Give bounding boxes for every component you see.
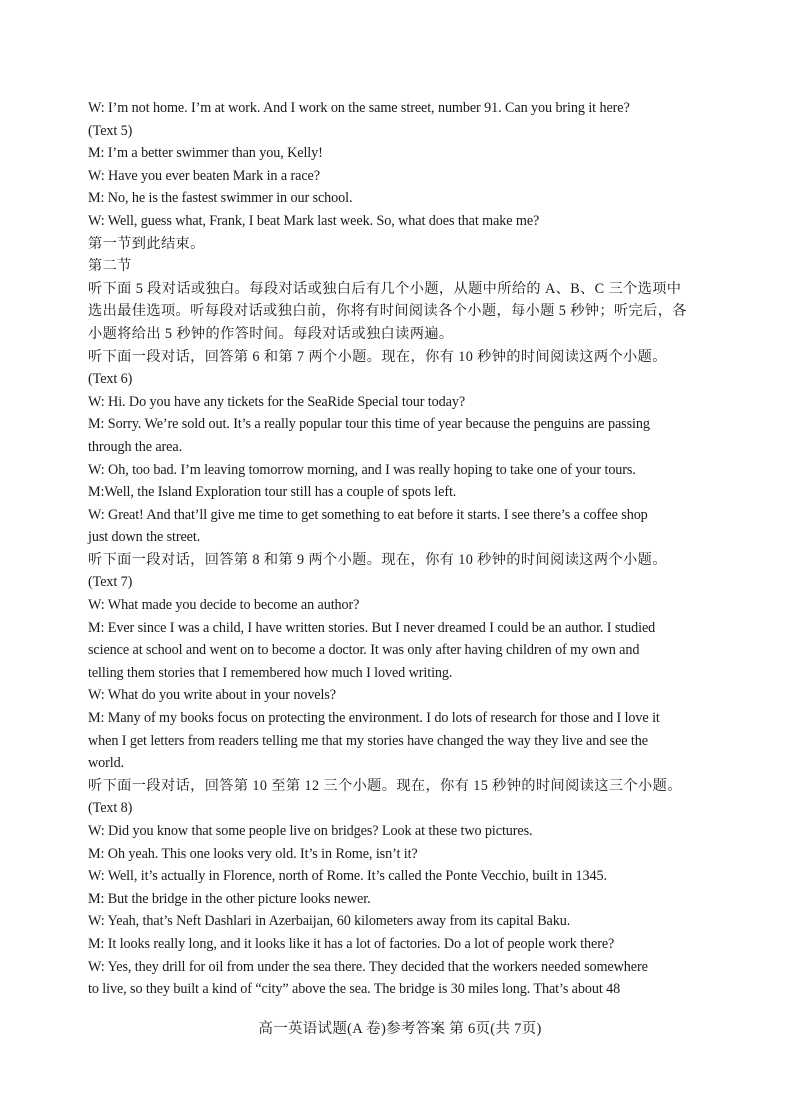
text-line: M: Many of my books focus on protecting the environment. I do lots of research for those and I love it [88, 710, 660, 727]
text-line: W: Well, it’s actually in Florence, north of Rome. It’s called the Ponte Vecchio, built in 1345. [88, 868, 607, 885]
text-line: M: Sorry. We’re sold out. It’s a really popular tour this time of year because the penguins are passing [88, 416, 650, 433]
text-line: science at school and went on to become a doctor. It was only after having children of my own and [88, 642, 640, 659]
instruction-line: 听下面一段对话，回答第 10 至第 12 三个小题。现在，你有 15 秒钟的时间阅读这三个小题。 [88, 777, 682, 794]
instruction-line: 第一节到此结束。 [88, 235, 205, 252]
text-line: telling them stories that I remembered how much I loved writing. [88, 664, 453, 681]
text-line: M: Oh yeah. This one looks very old. It’s in Rome, isn’t it? [88, 845, 418, 862]
section-label: (Text 8) [88, 800, 133, 817]
instruction-line: 听下面一段对话，回答第 8 和第 9 两个小题。现在，你有 10 秒钟的时间阅读这两个小题。 [88, 551, 667, 568]
text-line: M: It looks really long, and it looks like it has a lot of factories. Do a lot of people work there? [88, 935, 615, 952]
instruction-line: 听下面 5 段对话或独白。每段对话或独白后有几个小题，从题中所给的 A、B、C 三个选项中 [88, 280, 682, 297]
text-line: W: Did you know that some people live on bridges? Look at these two pictures. [88, 823, 533, 839]
text-line: W: Great! And that’ll give me time to get something to eat before it starts. I see there’s a coffee shop [88, 506, 648, 523]
text-line: M: No, he is the fastest swimmer in our school. [88, 190, 353, 207]
text-line: W: Yes, they drill for oil from under the sea there. They decided that the workers needed somewhere [88, 958, 648, 975]
text-line: M: But the bridge in the other picture looks newer. [88, 890, 371, 907]
text-line: world. [88, 755, 125, 772]
instruction-line: 小题将给出 5 秒钟的作答时间。每段对话或独白读两遍。 [88, 325, 454, 342]
text-line: when I get letters from readers telling me that my stories have changed the way they live and see the [88, 732, 648, 749]
text-line: M: I’m a better swimmer than you, Kelly! [88, 145, 323, 162]
section-label: (Text 6) [88, 371, 133, 388]
text-line: W: Oh, too bad. I’m leaving tomorrow morning, and I was really hoping to take one of your tours. [88, 461, 636, 478]
text-line: M:Well, the Island Exploration tour still has a couple of spots left. [88, 484, 457, 501]
text-line: W: What do you write about in your novels? [88, 687, 336, 704]
text-line: W: Have you ever beaten Mark in a race? [88, 167, 320, 184]
text-line: to live, so they built a kind of “city” above the sea. The bridge is 30 miles long. That’s about 48 [88, 981, 621, 998]
text-line: W: Hi. Do you have any tickets for the SeaRide Special tour today? [88, 393, 466, 410]
section-label: (Text 5) [88, 122, 133, 139]
text-line: W: I’m not home. I’m at work. And I work on the same street, number 91. Can you bring it here? [88, 100, 630, 116]
page-footer: 高一英语试题(A 卷)参考答案 第 6页(共 7页) [258, 1021, 542, 1037]
text-line: W: Yeah, that’s Neft Dashlari in Azerbaijan, 60 kilometers away from its capital Baku. [88, 913, 571, 930]
page-body [88, 97, 718, 1001]
text-line: through the area. [88, 438, 183, 455]
text-line: just down the street. [88, 529, 201, 546]
text-line: W: Well, guess what, Frank, I beat Mark last week. So, what does that make me? [88, 212, 540, 229]
text-line: W: What made you decide to become an author? [88, 597, 360, 614]
instruction-line: 听下面一段对话，回答第 6 和第 7 两个小题。现在，你有 10 秒钟的时间阅读这两个小题。 [88, 348, 667, 365]
section-label: (Text 7) [88, 574, 133, 591]
instruction-line: 选出最佳选项。听每段对话或独白前，你将有时间阅读各个小题，每小题 5 秒钟；听完后，各 [88, 303, 687, 320]
section-heading: 第二节 [88, 258, 132, 275]
text-line: M: Ever since I was a child, I have written stories. But I never dreamed I could be an author. I studied [88, 619, 656, 636]
